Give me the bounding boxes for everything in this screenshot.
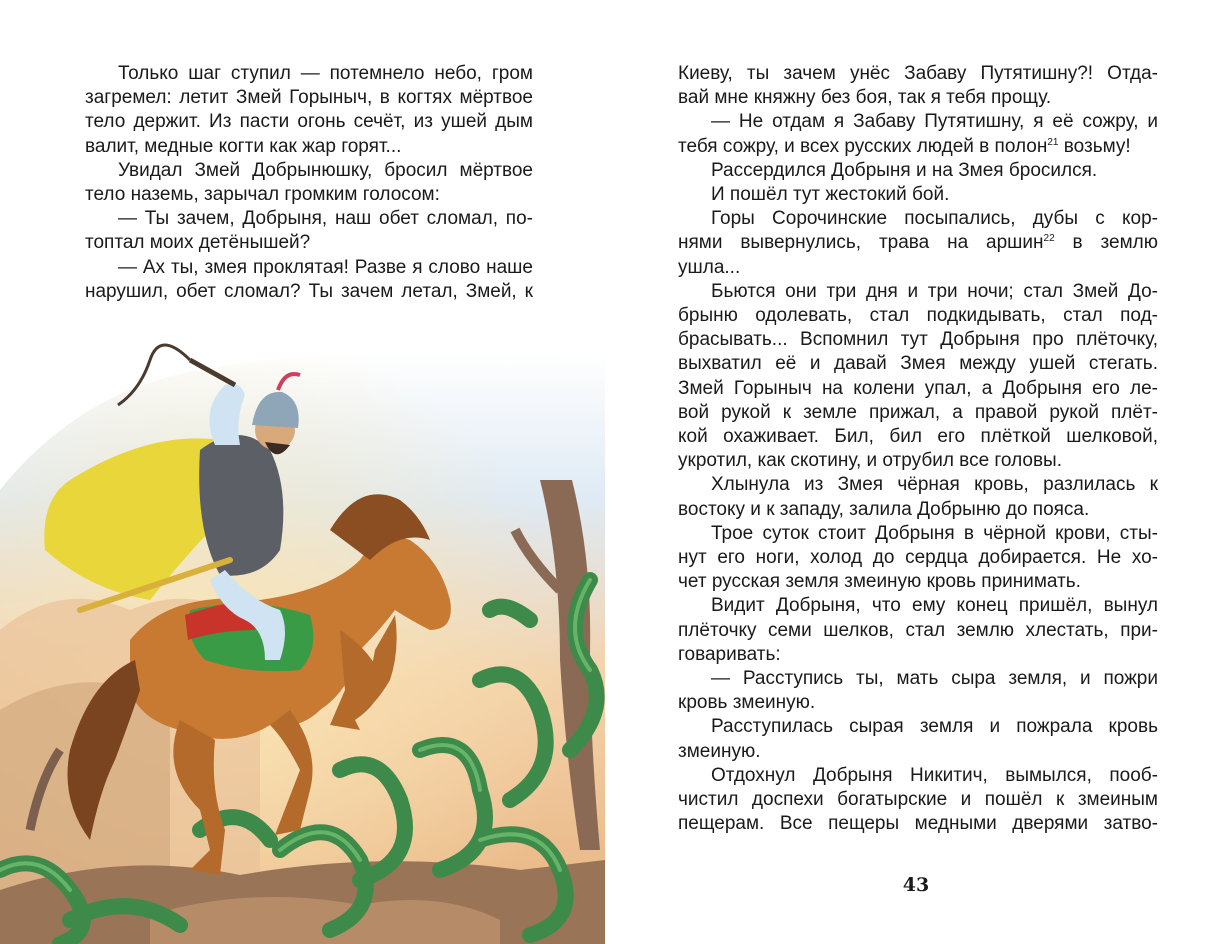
text-line: кой охаживает. Бил, бил его плёткой шелковой, xyxy=(678,426,1158,448)
text-line: Бьются они три дня и три ночи; стал Змей До- xyxy=(711,280,1158,302)
text-line: кровь змеиную. xyxy=(678,692,816,714)
text-span: возьму! xyxy=(1058,135,1131,157)
text-line: укротил, как скотину, и отрубил все головы. xyxy=(678,450,1062,472)
page-number: 43 xyxy=(902,874,930,896)
illustration xyxy=(0,330,605,944)
left-page-text xyxy=(85,62,533,304)
text-line: брыню одолевать, стал подкидывать, стал под- xyxy=(678,305,1158,327)
text-line: Только шаг ступил — потемнело небо, гром xyxy=(118,63,533,84)
text-span: нями вывернулись, трава на аршин xyxy=(678,232,1044,254)
text-line: — Ты зачем, Добрыня, наш обет сломал, по- xyxy=(118,208,533,230)
text-line: нут его ноги, холод до сердца добирается. Не хо- xyxy=(678,547,1158,569)
text-line: Трое суток стоит Добрыня в чёрной крови, сты- xyxy=(711,522,1158,544)
text-line: востоку и к западу, залила Добрыню до пояса. xyxy=(678,498,1090,520)
right-page-text xyxy=(678,62,1158,837)
text-line: чистил доспехи богатырские и пошёл к змеиным xyxy=(678,789,1158,811)
text-line: выхватил её и давай Змея между ушей стегать. xyxy=(678,353,1158,375)
footnote-marker[interactable]: 21 xyxy=(1047,136,1059,148)
text-line: нарушил, обет сломал? Ты зачем летал, Змей, к xyxy=(85,280,533,302)
text-line: И пошёл тут жестокий бой. xyxy=(711,184,950,206)
text-line: Киеву, ты зачем унёс Забаву Путятишну?! Отда- xyxy=(678,63,1158,84)
text-line: Хлынула из Змея чёрная кровь, разлилась к xyxy=(711,474,1158,496)
text-line: тело наземь, зарычал громким голосом: xyxy=(85,184,440,206)
text-line: Змей Горыныч на колени упал, а Добрыня его ле- xyxy=(678,377,1158,399)
right-page xyxy=(605,0,1214,944)
text-line: загремел: летит Змей Горыныч, в когтях мёртвое xyxy=(85,87,533,109)
text-line: Горы Сорочинские посыпались, дубы с кор- xyxy=(711,208,1158,230)
text-line: ушла... xyxy=(678,256,741,278)
text-span: в землю xyxy=(1054,232,1158,254)
left-page xyxy=(0,0,605,944)
text-line: пещерам. Все пещеры медными дверями затво- xyxy=(678,813,1158,835)
text-line xyxy=(678,135,1158,159)
text-line: — Расступись ты, мать сыра земля, и пожри xyxy=(711,668,1158,690)
text-line: Рассердился Добрыня и на Змея бросился. xyxy=(711,159,1098,181)
text-line: вай мне княжну без боя, так я тебя прощу. xyxy=(678,87,1052,109)
text-line: Расступилась сырая земля и пожрала кровь xyxy=(711,716,1158,738)
text-line: вой рукой к земле прижал, а правой рукой плёт- xyxy=(678,401,1158,423)
text-line: тело держит. Из пасти огонь сечёт, из ушей дым xyxy=(85,111,533,133)
text-line: чет русская земля змеиную кровь принимать. xyxy=(678,571,1081,593)
text-line: Видит Добрыня, что ему конец пришёл, вынул xyxy=(711,595,1158,617)
text-line: — Не отдам я Забаву Путятишну, я её сожру, и xyxy=(711,111,1158,133)
text-line: — Ах ты, змея проклятая! Разве я слово наше xyxy=(118,256,533,278)
text-line: змеиную. xyxy=(678,740,761,762)
text-line: Отдохнул Добрыня Никитич, вымылся, пооб- xyxy=(711,764,1158,786)
text-line: говаривать: xyxy=(678,643,781,665)
text-line: Увидал Змей Добрынюшку, бросил мёртвое xyxy=(118,159,533,181)
text-span: тебя сожру, и всех русских людей в полон xyxy=(678,135,1048,157)
text-line: брасывать... Вспомнил тут Добрыня про плёточку, xyxy=(678,329,1158,351)
text-line: плёточку семи шелков, стал землю хлестать, при- xyxy=(678,619,1158,641)
text-line: валит, медные когти как жар горят... xyxy=(85,135,402,157)
text-line xyxy=(678,231,1158,255)
footnote-marker[interactable]: 22 xyxy=(1043,233,1055,245)
text-line: топтал моих детёнышей? xyxy=(85,232,311,254)
